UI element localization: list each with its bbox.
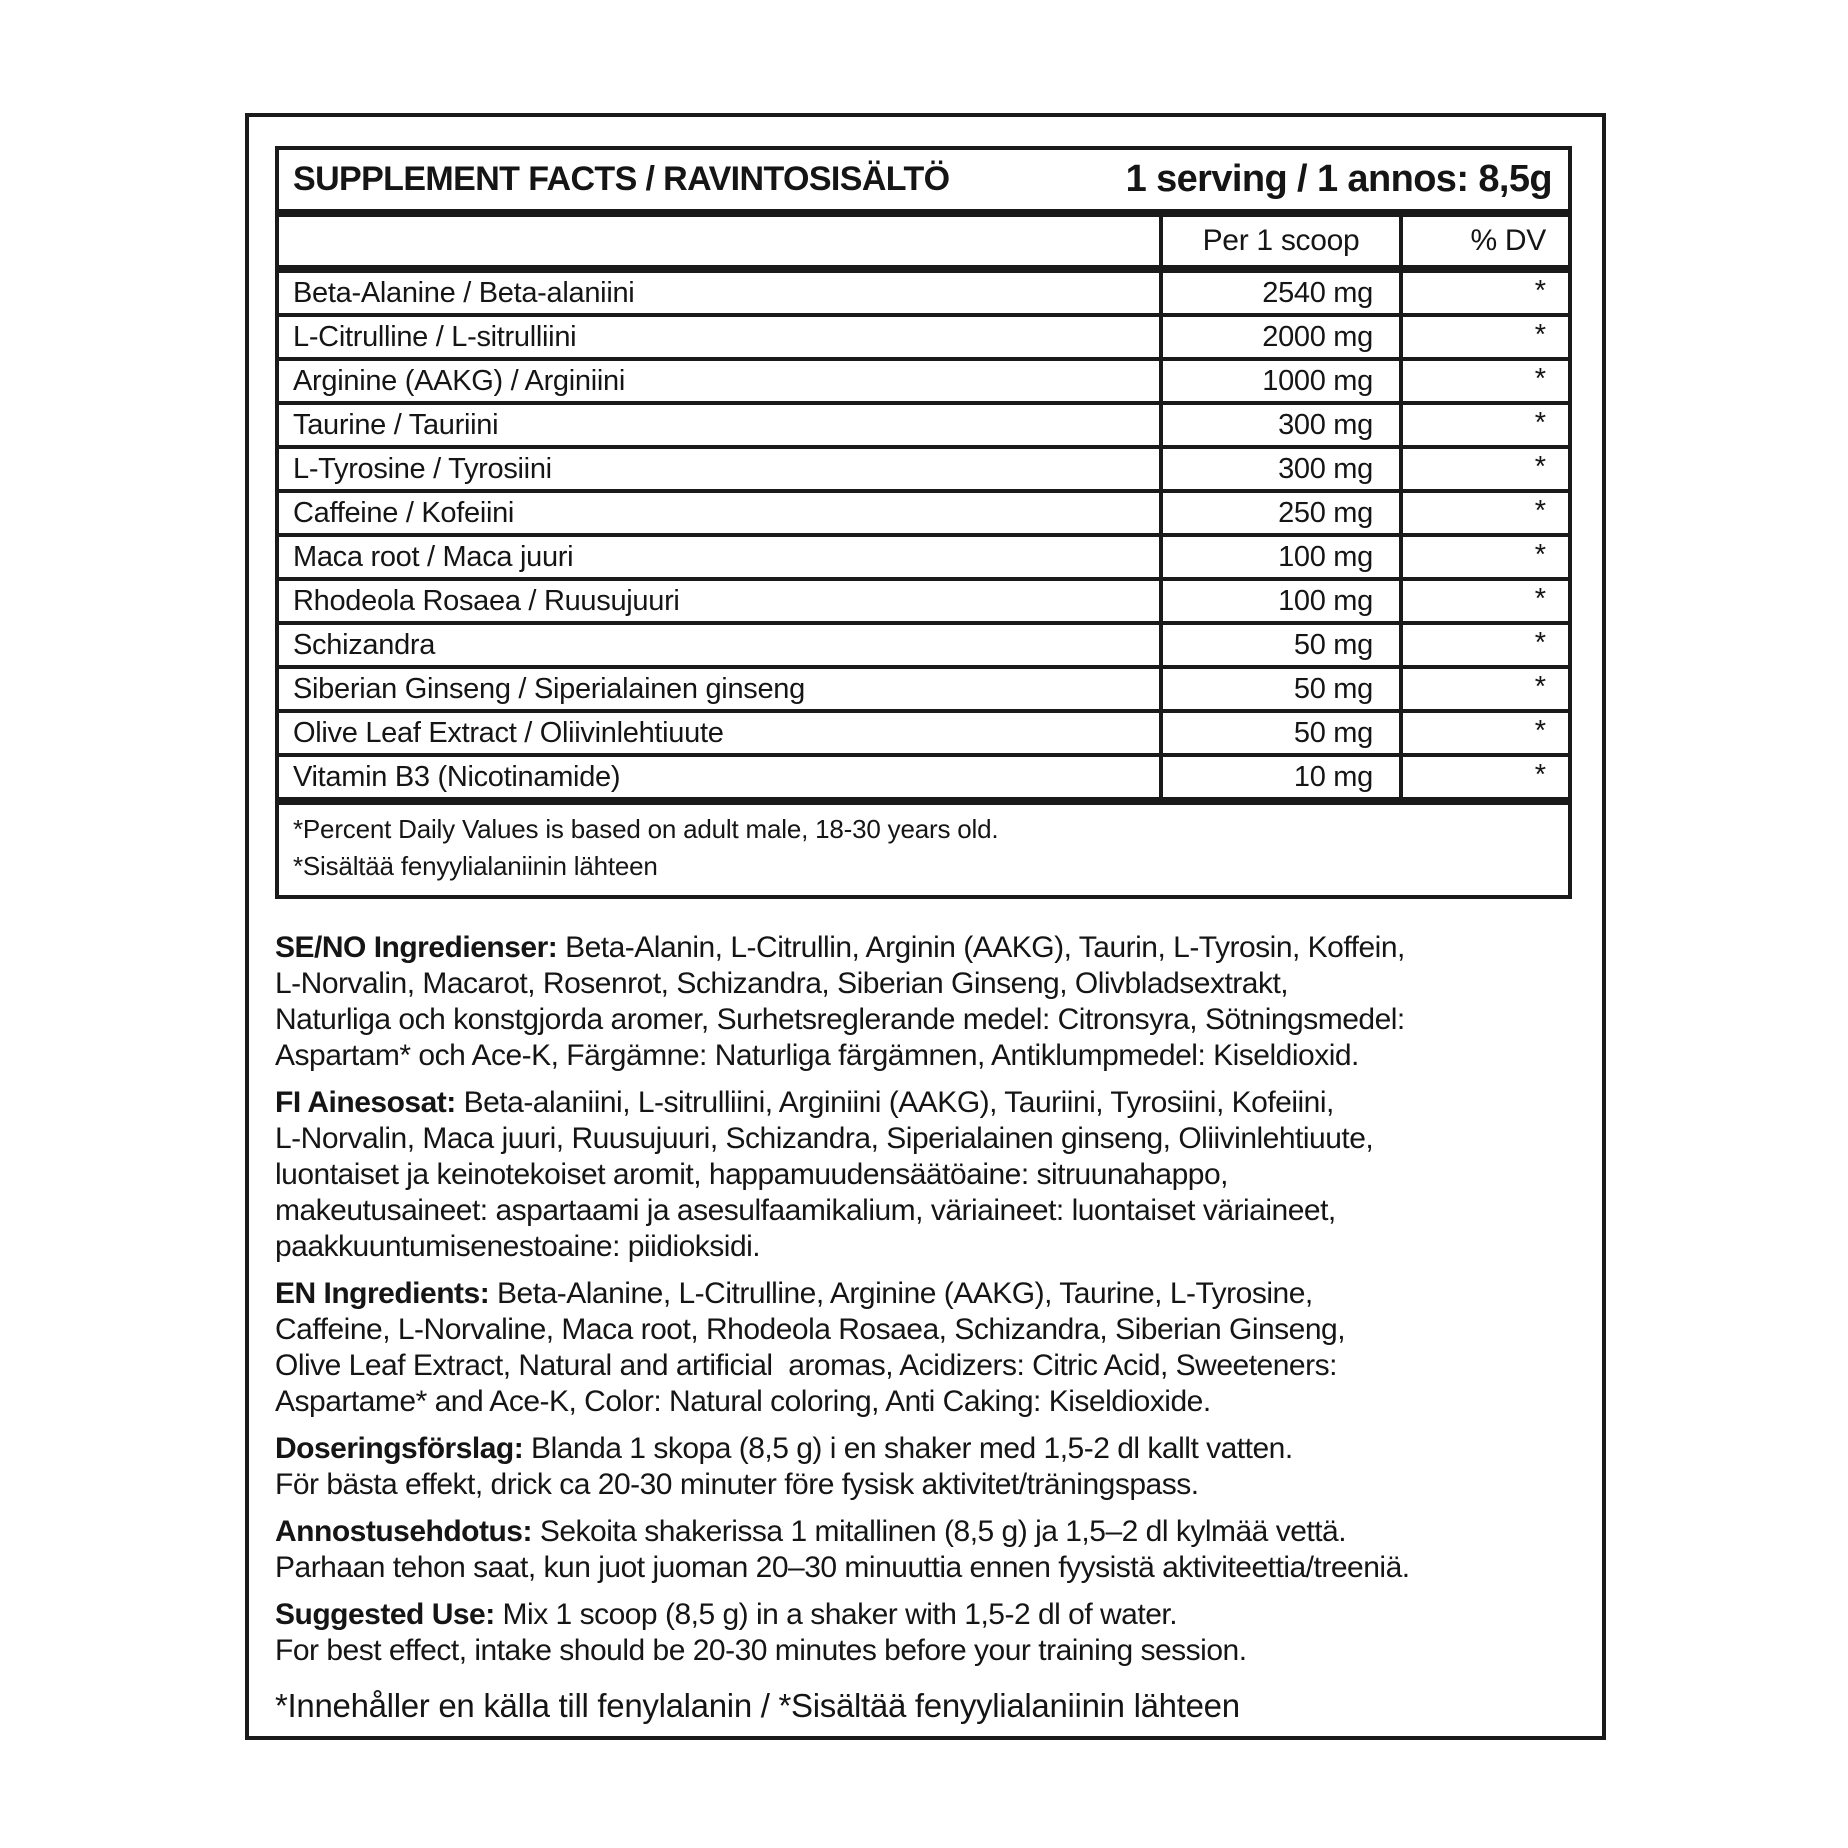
ingredient-name: Taurine / Tauriini [293, 408, 499, 441]
facts-title: SUPPLEMENT FACTS / RAVINTOSISÄLTÖ [293, 160, 950, 198]
ingredient-dv: * [1399, 757, 1568, 797]
facts-header [279, 150, 1568, 217]
suggested-use [275, 1597, 1584, 1669]
label-frame [245, 113, 1606, 1740]
fi-lead: FI Ainesosat: [275, 1086, 456, 1119]
info-paragraphs [275, 930, 1584, 1726]
fi-line: paakkuuntumisenestoaine: piidioksidi. [275, 1230, 761, 1263]
column-header-dv: % DV [1399, 217, 1568, 265]
ingredients-se-no [275, 930, 1584, 1074]
ingredient-name: L-Tyrosine / Tyrosiini [293, 452, 552, 485]
table-row [279, 405, 1568, 449]
fi-line: luontaiset ja keinotekoiset aromit, happamuudensäätöaine: sitruunahappo, [275, 1158, 1229, 1191]
ingredient-name: Olive Leaf Extract / Oliivinlehtiuute [293, 716, 724, 749]
ingredient-dv: * [1399, 713, 1568, 753]
phenylalanine-notice: *Innehåller en källa till fenylalanin / *Sisältää fenyylialaniinin lähteen [275, 1687, 1240, 1724]
ingredient-amount: 300 mg [1159, 449, 1399, 489]
ingredient-dv: * [1399, 669, 1568, 709]
ingredient-dv: * [1399, 493, 1568, 533]
ingredient-amount: 50 mg [1159, 669, 1399, 709]
ingredient-amount: 50 mg [1159, 713, 1399, 753]
dosage-se-line: För bästa effekt, drick ca 20-30 minuter före fysisk aktivitet/träningspass. [275, 1468, 1199, 1501]
fi-line: makeutusaineet: aspartaami ja asesulfaamikalium, väriaineet: luontaiset väriaineet, [275, 1194, 1336, 1227]
table-row [279, 361, 1568, 405]
ingredient-dv: * [1399, 537, 1568, 577]
se-no-lead: SE/NO Ingredienser: [275, 931, 558, 964]
ingredient-name: Caffeine / Kofeiini [293, 496, 515, 529]
ingredient-name: Schizandra [293, 628, 436, 661]
table-row [279, 449, 1568, 493]
table-row [279, 757, 1568, 797]
ingredient-dv: * [1399, 317, 1568, 357]
se-no-line: L-Norvalin, Macarot, Rosenrot, Schizandra, Siberian Ginseng, Olivbladsextrakt, [275, 967, 1289, 1000]
ingredient-amount: 250 mg [1159, 493, 1399, 533]
ingredient-dv: * [1399, 405, 1568, 445]
ingredient-name: Siberian Ginseng / Siperialainen ginseng [293, 672, 805, 705]
dosage-fi-lead: Annostusehdotus: [275, 1515, 532, 1548]
dosage-se-lead: Doseringsförslag: [275, 1432, 524, 1465]
fi-text: Beta-alaniini, L-sitrulliini, Arginiini (AAKG), Tauriini, Tyrosiini, Kofeiini, [455, 1086, 1334, 1119]
column-header-row [279, 217, 1568, 273]
table-row [279, 537, 1568, 581]
ingredient-amount: 100 mg [1159, 537, 1399, 577]
dosage-fi-text: Sekoita shakerissa 1 mitallinen (8,5 g) ja 1,5–2 dl kylmää vettä. [531, 1515, 1347, 1548]
en-lead: EN Ingredients: [275, 1277, 490, 1310]
table-row [279, 669, 1568, 713]
supplement-facts-table [275, 146, 1572, 899]
ingredient-amount: 10 mg [1159, 757, 1399, 797]
table-row [279, 713, 1568, 757]
suggested-use-lead: Suggested Use: [275, 1598, 495, 1631]
ingredient-dv: * [1399, 273, 1568, 313]
ingredient-dv: * [1399, 581, 1568, 621]
fi-line: L-Norvalin, Maca juuri, Ruusujuuri, Schizandra, Siperialainen ginseng, Oliivinlehtiuute, [275, 1122, 1374, 1155]
se-no-text: Beta-Alanin, L-Citrullin, Arginin (AAKG), Taurin, L-Tyrosin, Koffein, [557, 931, 1405, 964]
dosage-fi [275, 1514, 1584, 1586]
ingredient-amount: 2000 mg [1159, 317, 1399, 357]
dosage-se-text: Blanda 1 skopa (8,5 g) i en shaker med 1,5-2 dl kallt vatten. [523, 1432, 1293, 1465]
suggested-use-text: Mix 1 scoop (8,5 g) in a shaker with 1,5-2 dl of water. [494, 1598, 1178, 1631]
table-row [279, 581, 1568, 625]
ingredient-name: Vitamin B3 (Nicotinamide) [293, 760, 621, 793]
serving-size: 1 serving / 1 annos: 8,5g [1125, 158, 1552, 200]
ingredient-name: Arginine (AAKG) / Arginiini [293, 364, 625, 397]
dosage-se [275, 1431, 1584, 1503]
table-row [279, 493, 1568, 537]
se-no-line: Naturliga och konstgjorda aromer, Surhetsreglerande medel: Citronsyra, Sötningsmedel: [275, 1003, 1405, 1036]
ingredients-en [275, 1276, 1584, 1420]
ingredient-name: Maca root / Maca juuri [293, 540, 574, 573]
se-no-line: Aspartam* och Ace-K, Färgämne: Naturliga färgämnen, Antiklumpmedel: Kiseldioxid. [275, 1039, 1359, 1072]
ingredient-rows [279, 273, 1568, 797]
ingredient-amount: 300 mg [1159, 405, 1399, 445]
ingredient-amount: 100 mg [1159, 581, 1399, 621]
ingredient-amount: 50 mg [1159, 625, 1399, 665]
table-footnotes [279, 797, 1568, 895]
en-text: Beta-Alanine, L-Citrulline, Arginine (AAKG), Taurine, L-Tyrosine, [489, 1277, 1313, 1310]
table-row [279, 273, 1568, 317]
ingredients-fi [275, 1085, 1584, 1265]
footnote-phenylalanine-fi: *Sisältää fenyylialaniinin lähteen [293, 851, 658, 881]
table-row [279, 317, 1568, 361]
footnote-daily-values: *Percent Daily Values is based on adult male, 18-30 years old. [293, 814, 999, 844]
ingredient-name: Beta-Alanine / Beta-alaniini [293, 276, 635, 309]
ingredient-dv: * [1399, 449, 1568, 489]
suggested-use-line: For best effect, intake should be 20-30 minutes before your training session. [275, 1634, 1247, 1667]
en-line: Olive Leaf Extract, Natural and artificial aromas, Acidizers: Citric Acid, Sweeteners: [275, 1349, 1337, 1382]
en-line: Aspartame* and Ace-K, Color: Natural coloring, Anti Caking: Kiseldioxide. [275, 1385, 1211, 1418]
ingredient-amount: 2540 mg [1159, 273, 1399, 313]
ingredient-dv: * [1399, 625, 1568, 665]
dosage-fi-line: Parhaan tehon saat, kun juot juoman 20–30 minuuttia ennen fyysistä aktiviteettia/treeniä. [275, 1551, 1410, 1584]
column-header-amount: Per 1 scoop [1159, 217, 1399, 265]
column-header-empty [279, 217, 1159, 265]
ingredient-name: L-Citrulline / L-sitrulliini [293, 320, 577, 353]
ingredient-dv: * [1399, 361, 1568, 401]
ingredient-name: Rhodeola Rosaea / Ruusujuuri [293, 584, 680, 617]
en-line: Caffeine, L-Norvaline, Maca root, Rhodeola Rosaea, Schizandra, Siberian Ginseng, [275, 1313, 1346, 1346]
table-row [279, 625, 1568, 669]
ingredient-amount: 1000 mg [1159, 361, 1399, 401]
